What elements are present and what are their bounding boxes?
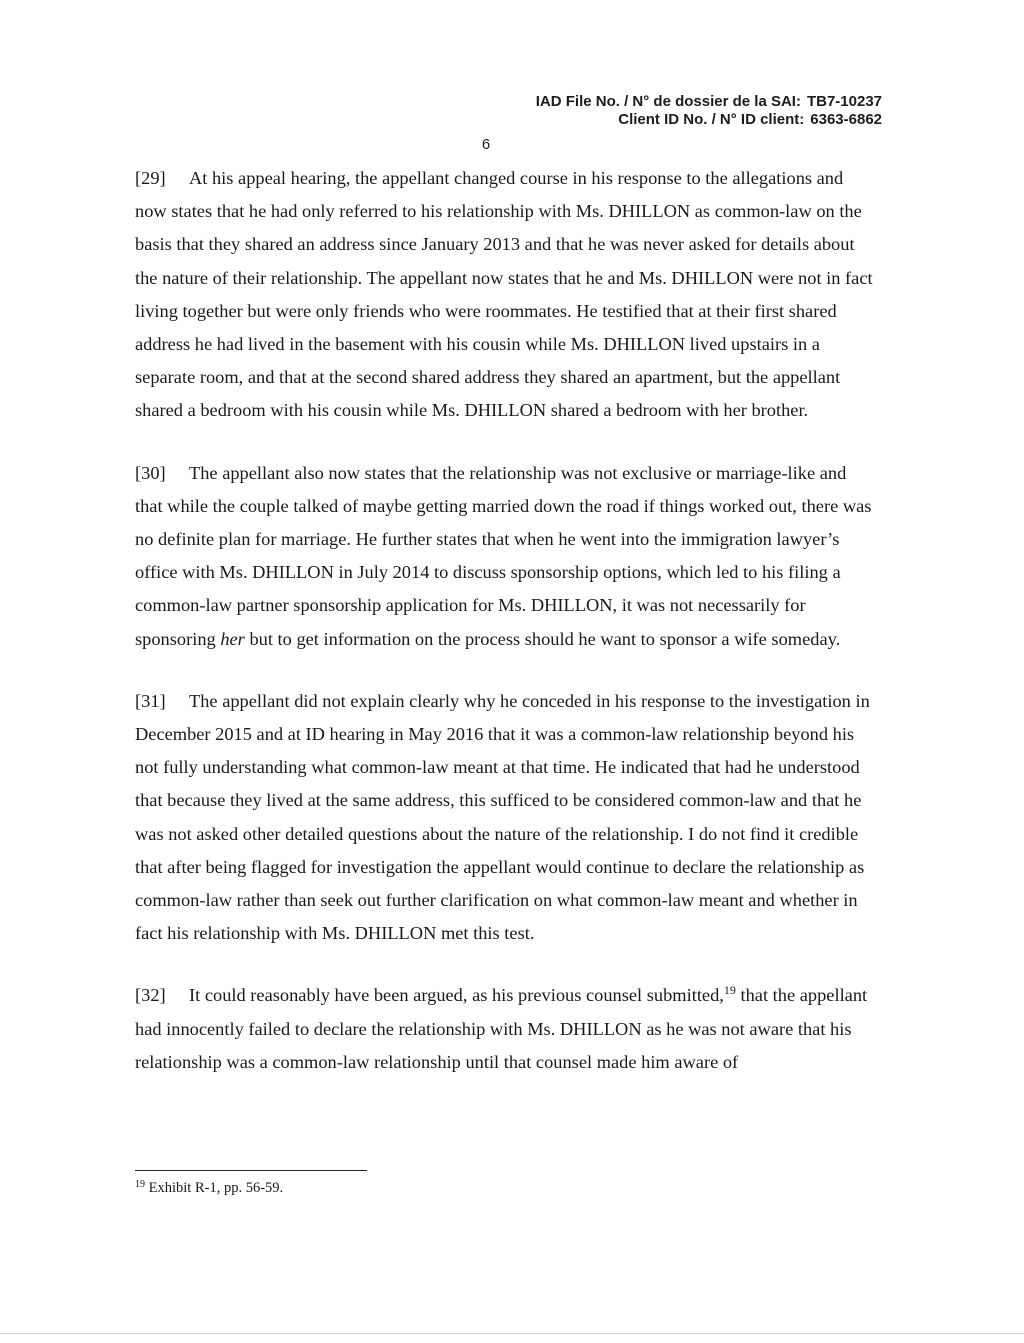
file-number-label: IAD File No. / N° de dossier de la SAI: [535, 93, 801, 110]
paragraph-number: [31] [135, 690, 166, 711]
footnote-text: Exhibit R-1, pp. 56-59. [148, 1180, 284, 1196]
footnote [135, 1180, 283, 1197]
paragraph-text: It could reasonably have been argued, as his previous counsel submitted, [189, 985, 724, 1006]
document-body [135, 162, 877, 1108]
paragraph-text-continued: that the appellant had innocently failed to declare the relationship with Ms. DHILLON as he was not aware that his relationship was a common-law relationship until that counsel made him aware of [135, 985, 868, 1072]
paragraph-text: The appellant did not explain clearly why he conceded in his response to the investigation in December 2015 and at ID hearing in May 2016 that it was a common-law relationship beyond his not fully understanding what common-law meant at that time. He indicated that had he understood that because they lived at the same address, this sufficed to be considered common-law and that he was not asked other detailed questions about the nature of the relationship. I do not find it credible that after being flagged for investigation the appellant would continue to declare the relationship as common-law rather than seek out further clarification on what common-law meant and whether in fact his relationship with Ms. DHILLON met this test. [135, 690, 870, 944]
page-bottom-edge [0, 1333, 1024, 1334]
file-number-value: TB7-10237 [806, 93, 882, 110]
footnote-separator [135, 1170, 367, 1171]
paragraph-number: [30] [135, 462, 166, 483]
paragraph-29 [135, 162, 877, 428]
client-id-label: Client ID No. / N° ID client: [618, 111, 805, 128]
document-header [536, 93, 882, 129]
file-number-line [536, 93, 882, 111]
footnote-reference[interactable]: 19 [723, 983, 736, 998]
paragraph-30 [135, 457, 877, 656]
paragraph-number: [32] [135, 985, 166, 1006]
emphasized-word: her [220, 628, 245, 649]
paragraph-32 [135, 979, 877, 1079]
paragraph-text: At his appeal hearing, the appellant changed course in his response to the allegations and now states that he had only referred to his relationship with Ms. DHILLON as common-law on the basis that they shared an address since January 2013 and that he was never asked for details about the nature of their relationship. The appellant now states that he and Ms. DHILLON were not in fact living together but were only friends who were roommates. He testified that at their first shared address he had lived in the basement with his cousin while Ms. DHILLON lived upstairs in a separate room, and that at the second shared address they shared an apartment, but the appellant shared a bedroom with his cousin while Ms. DHILLON shared a bedroom with her brother. [135, 168, 873, 421]
paragraph-text: The appellant also now states that the relationship was not exclusive or marriage-like and that while the couple talked of maybe getting married down the road if things worked out, there was no definite plan for marriage. He further states that when he went into the immigration lawyer’s office with Ms. DHILLON in July 2014 to discuss sponsorship options, which led to his filing a common-law partner sponsorship application for Ms. DHILLON, it was not necessarily for sponsoring [135, 462, 872, 649]
client-id-value: 6363-6862 [810, 111, 882, 128]
paragraph-text-continued: but to get information on the process should he want to sponsor a wife someday. [244, 628, 841, 649]
footnote-number: 19 [135, 1179, 145, 1190]
paragraph-number: [29] [135, 168, 166, 188]
paragraph-31 [135, 685, 877, 951]
page-number: 6 [481, 136, 491, 153]
client-id-line [536, 111, 882, 129]
